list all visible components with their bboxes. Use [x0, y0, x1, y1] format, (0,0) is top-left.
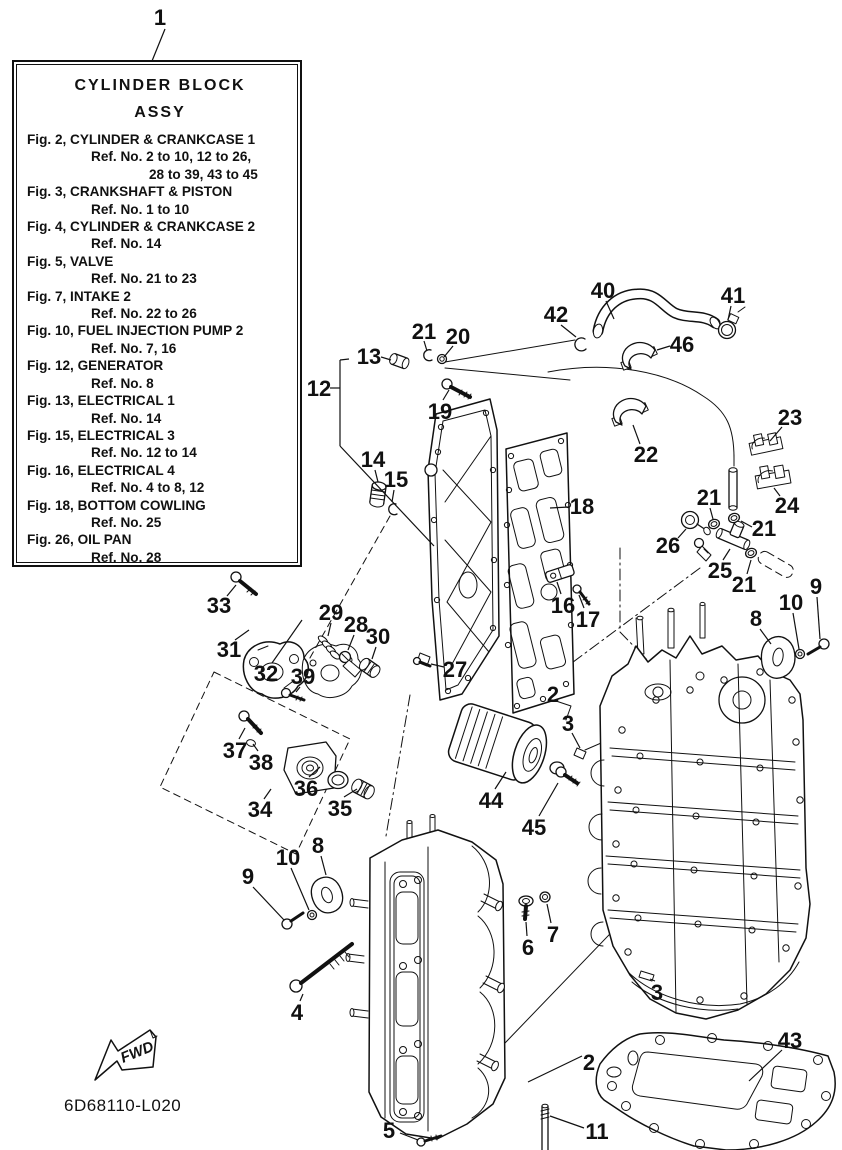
callout-number: 2 — [582, 1049, 596, 1075]
callout-number: 17 — [575, 606, 601, 632]
plug-35 — [350, 777, 377, 800]
callout-number: 21 — [411, 318, 437, 344]
callout-number: 26 — [655, 532, 681, 558]
pad-8a — [761, 637, 795, 679]
bolt-9a — [808, 639, 829, 654]
callout-number: 6 — [521, 934, 535, 960]
legend-entry-fig: Fig. 13, ELECTRICAL 1 — [27, 393, 175, 409]
legend-entry — [27, 497, 293, 532]
callout-number: 36 — [293, 775, 319, 801]
clip-23 — [748, 430, 783, 455]
legend-entry-fig: Fig. 10, FUEL INJECTION PUMP 2 — [27, 323, 244, 339]
legend-entry-ref: Ref. No. 25 — [91, 514, 162, 530]
ring-21a — [424, 350, 432, 361]
elbow-fitting-26 — [682, 512, 712, 536]
callout-leader-line — [550, 1116, 584, 1128]
legend-entry-ref: Ref. No. 28 — [91, 549, 162, 565]
callout-number: 21 — [731, 571, 757, 597]
callout-leader-line — [340, 359, 349, 360]
legend-entry-fig: Fig. 12, GENERATOR — [27, 358, 164, 374]
callout-number: 7 — [546, 921, 560, 947]
callout-number: 10 — [778, 589, 804, 615]
oil-filter — [446, 701, 553, 787]
cylinder-block — [346, 815, 506, 1140]
callout-number: 32 — [253, 660, 279, 686]
callout-leader-line — [526, 922, 527, 936]
callout-number: 15 — [383, 466, 409, 492]
callout-number: 25 — [707, 557, 733, 583]
clip-ring-42 — [575, 338, 586, 351]
callout-leader-line — [253, 887, 284, 920]
legend-entry-fig: Fig. 18, BOTTOM COWLING — [27, 497, 206, 513]
callout-number: 9 — [241, 863, 255, 889]
callout-number: 44 — [478, 787, 504, 813]
callout-number: 41 — [720, 282, 746, 308]
callout-number: 19 — [427, 398, 453, 424]
bolt-9b — [282, 913, 303, 929]
legend-title-2: ASSY — [134, 104, 186, 121]
callout-leader-line — [539, 783, 558, 816]
oil-filter-fitting-45 — [550, 762, 580, 786]
callout-number: 3 — [561, 710, 575, 736]
legend-entry-ref: Ref. No. 4 to 8, 12 — [91, 480, 205, 496]
callout-number: 21 — [751, 515, 777, 541]
legend-entry — [27, 183, 293, 218]
callout-leader-line — [321, 856, 326, 875]
legend-entry-ref: Ref. No. 1 to 10 — [91, 201, 190, 217]
washer-7 — [540, 892, 550, 902]
callout-number: 30 — [365, 623, 391, 649]
legend-entry-fig: Fig. 26, OIL PAN — [27, 532, 132, 548]
legend-box — [12, 60, 302, 567]
callout-leader-line — [528, 1056, 582, 1082]
callout-number: 13 — [356, 343, 382, 369]
callout-number: 22 — [633, 441, 659, 467]
legend-entry — [27, 427, 293, 462]
callout-number: 12 — [306, 375, 332, 401]
legend-entry — [27, 253, 293, 288]
fitting-13 — [388, 353, 410, 370]
callout-number: 28 — [343, 611, 369, 637]
legend-entry — [27, 288, 293, 323]
legend-entry-ref: Ref. No. 2 to 10, 12 to 26, — [91, 149, 252, 165]
callout-number: 16 — [550, 592, 576, 618]
legend-entry — [27, 531, 293, 566]
dowel-pin-3a — [574, 748, 586, 759]
callout-number: 23 — [777, 404, 803, 430]
bolt-33 — [231, 572, 256, 595]
callout-number: 34 — [247, 796, 273, 822]
callout-number: 8 — [749, 605, 763, 631]
legend-entry-fig: Fig. 16, ELECTRICAL 4 — [27, 462, 175, 478]
callout-number: 10 — [275, 844, 301, 870]
callout-leader-line — [817, 597, 820, 639]
legend-entry-fig: Fig. 5, VALVE — [27, 253, 114, 269]
callout-leader-line — [760, 629, 771, 644]
legend-entry-ref: Ref. No. 12 to 14 — [91, 445, 197, 461]
callout-number: 40 — [590, 277, 616, 303]
callout-number: 39 — [290, 663, 316, 689]
callout-leader-line — [547, 904, 551, 923]
callout-number: 46 — [669, 331, 695, 357]
callout-number: 2 — [546, 681, 560, 707]
callout-number: 4 — [290, 999, 304, 1025]
callout-leader-line — [657, 346, 670, 350]
callout-number: 33 — [206, 592, 232, 618]
clip-24 — [754, 462, 791, 489]
callout-number: 21 — [696, 484, 722, 510]
legend-entry — [27, 322, 293, 357]
callout-leader-line — [793, 613, 799, 649]
callout-number: 8 — [311, 832, 325, 858]
hose-holder-22 — [612, 399, 648, 427]
callout-leader-line — [340, 446, 434, 546]
legend-entry — [27, 218, 293, 253]
hose-holder-46 — [621, 343, 657, 371]
legend-entries — [27, 131, 293, 566]
legend-entry-ref: Ref. No. 8 — [91, 375, 154, 391]
legend-entry-fig: Fig. 3, CRANKSHAFT & PISTON — [27, 184, 233, 200]
callout-number: 37 — [222, 737, 248, 763]
fwd-arrow — [95, 1030, 157, 1080]
legend-entry-ref: Ref. No. 21 to 23 — [91, 271, 197, 287]
water-tube — [729, 468, 737, 510]
callout-number: 5 — [382, 1117, 396, 1143]
drawing-code: 6D68110-L020 — [64, 1096, 182, 1115]
callout-number: 20 — [445, 323, 471, 349]
legend-entry-fig: Fig. 2, CYLINDER & CRANKCASE 1 — [27, 132, 256, 147]
callout-number: 31 — [216, 636, 242, 662]
phantom-hose — [756, 549, 795, 579]
legend-entry — [27, 392, 293, 427]
legend-box-inner — [16, 64, 298, 563]
legend-entry-ref: Ref. No. 14 — [91, 236, 162, 252]
callout-number: 18 — [569, 493, 595, 519]
callout-number: 27 — [442, 656, 468, 682]
callout-number: 3 — [650, 979, 664, 1005]
washer-10a — [796, 650, 805, 659]
callout-number: 24 — [774, 492, 800, 518]
legend-entry-ref: 28 to 39, 43 to 45 — [149, 166, 258, 182]
legend-title: CYLINDER BLOCK — [74, 77, 246, 94]
bolt-6 — [519, 896, 533, 919]
bolt-37 — [239, 711, 261, 733]
legend-entry-fig: Fig. 7, INTAKE 2 — [27, 288, 131, 304]
legend-entry — [27, 131, 293, 183]
washer-10b — [308, 911, 317, 920]
callout-number: 42 — [543, 301, 569, 327]
callout-number: 1 — [153, 4, 167, 30]
callout-number: 14 — [360, 446, 386, 472]
callout-number: 11 — [585, 1118, 609, 1144]
cap-30 — [357, 657, 382, 680]
callout-number: 35 — [327, 795, 353, 821]
exhaust-cover-plate — [417, 399, 499, 700]
legend-entry — [27, 357, 293, 392]
spring-29 — [317, 634, 341, 660]
legend-entry-ref: Ref. No. 7, 16 — [91, 340, 177, 356]
hose-clamp-41 — [719, 307, 746, 339]
stud-11 — [541, 1104, 549, 1150]
legend-entry-ref: Ref. No. 22 to 26 — [91, 306, 197, 322]
legend-entry-fig: Fig. 4, CYLINDER & CRANKCASE 2 — [27, 219, 256, 235]
callout-number: 38 — [248, 749, 274, 775]
bolt-19 — [442, 379, 471, 399]
callout-number: 29 — [318, 599, 344, 625]
legend-entry-ref: Ref. No. 14 — [91, 410, 162, 426]
callout-number: 45 — [521, 814, 547, 840]
legend-entry — [27, 462, 293, 497]
callout-number: 9 — [809, 573, 823, 599]
callout-leader-line — [291, 868, 309, 910]
fwd-label: FWD — [118, 1038, 157, 1067]
callout-number: 43 — [777, 1027, 803, 1053]
side-studs — [346, 899, 368, 1019]
long-bolt-4 — [290, 944, 352, 992]
legend-entry-fig: Fig. 15, ELECTRICAL 3 — [27, 427, 175, 443]
callout-leader-line — [152, 29, 165, 61]
